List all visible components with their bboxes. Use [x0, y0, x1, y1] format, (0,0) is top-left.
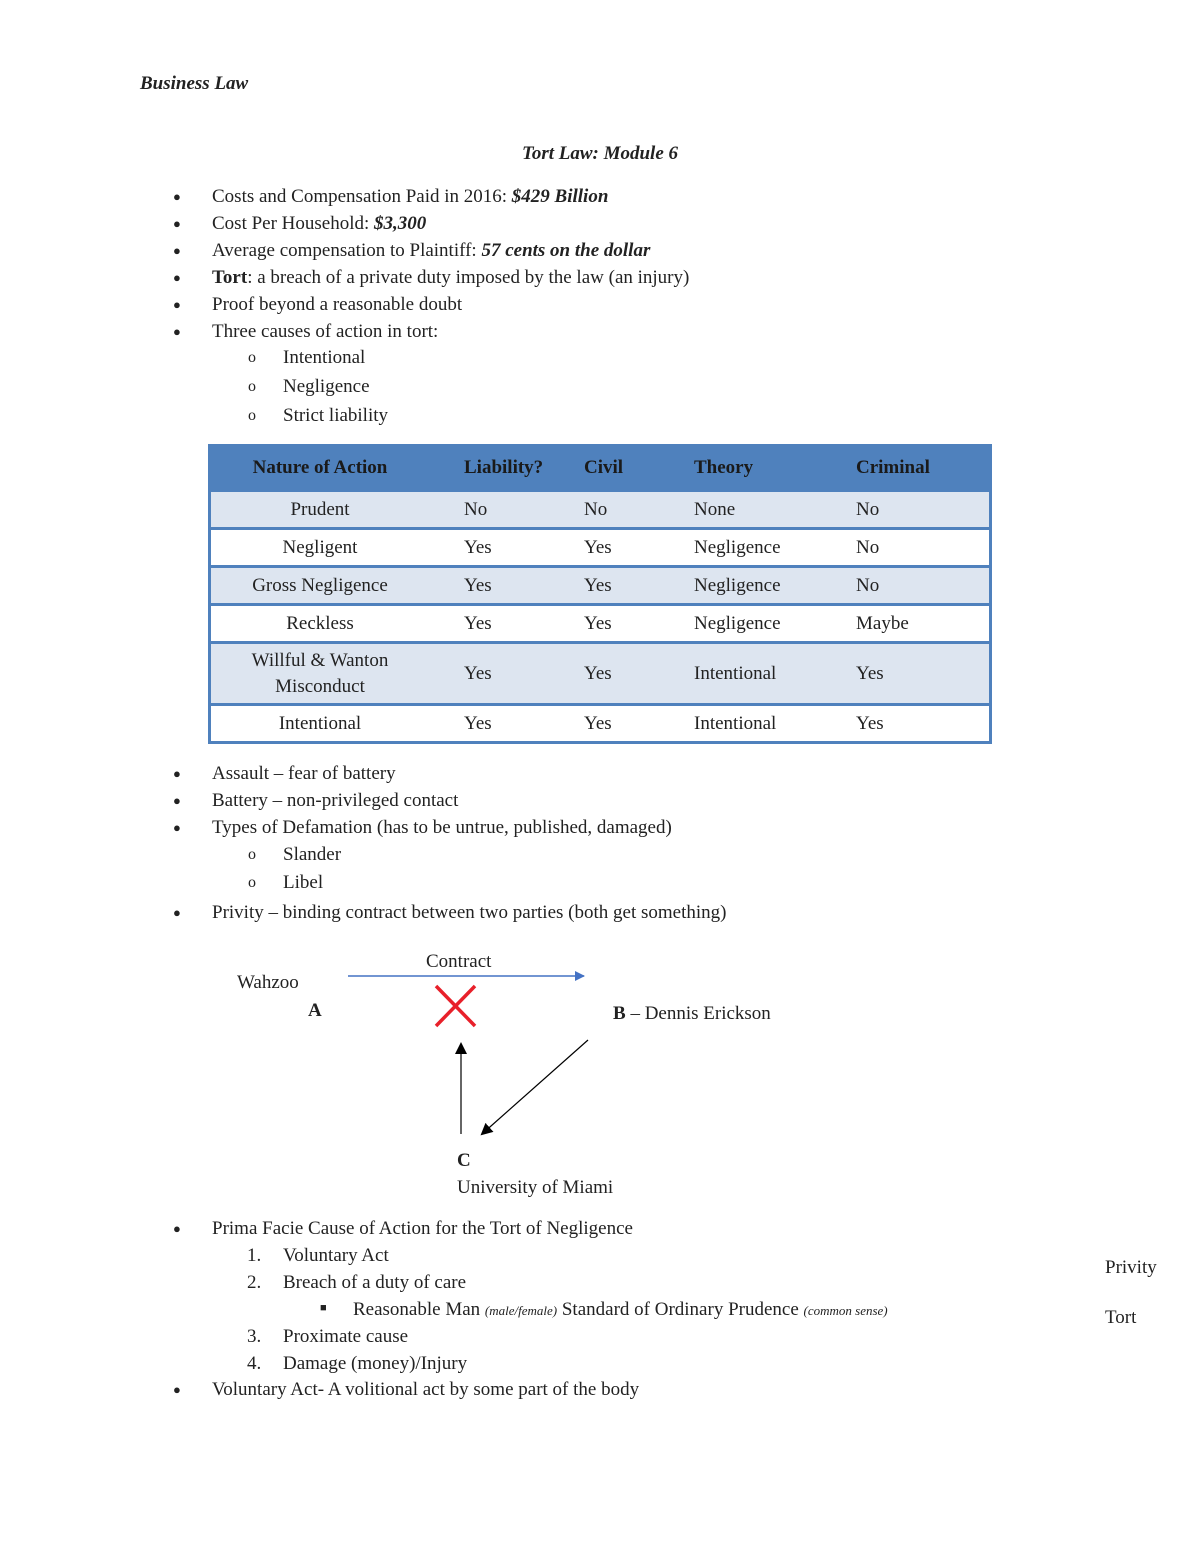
node-a-label: A — [308, 1000, 322, 1021]
list-item: Voluntary Act- A volitional act by some part of the body — [212, 1379, 640, 1400]
table-cell: No — [856, 567, 991, 605]
table-cell: Yes — [429, 705, 584, 743]
list-number: 4. — [247, 1353, 262, 1374]
table-cell: Gross Negligence — [210, 567, 430, 605]
page-title: Tort Law: Module 6 — [521, 143, 679, 164]
bullet-marker: ● — [173, 297, 181, 312]
table-cell: Prudent — [210, 491, 430, 529]
table-cell: No — [856, 529, 991, 567]
table-cell: Yes — [584, 529, 694, 567]
list-item: Tort: a breach of a private duty imposed by the law (an injury) — [212, 267, 690, 288]
sub-list-item: Negligence — [283, 376, 370, 397]
list-item: Average compensation to Plaintiff: 57 cents on the dollar — [212, 240, 651, 261]
bullet-marker: ● — [173, 189, 181, 204]
list-number: 2. — [247, 1272, 262, 1293]
table-cell: Yes — [429, 643, 584, 705]
list-item: Three causes of action in tort: — [212, 321, 439, 342]
table-cell: Yes — [584, 643, 694, 705]
list-item: Costs and Compensation Paid in 2016: $429 Billion — [212, 186, 609, 207]
bullet-marker: ● — [173, 216, 181, 231]
wahzoo-label: Wahzoo — [237, 972, 299, 993]
table-cell: No — [584, 491, 694, 529]
list-item: Cost Per Household: $3,300 — [212, 213, 427, 234]
list-item: Types of Defamation (has to be untrue, published, damaged) — [212, 817, 672, 838]
sub-bullet-marker: o — [248, 407, 256, 424]
list-item: Battery – non-privileged contact — [212, 790, 459, 811]
table-cell: Negligent — [210, 529, 430, 567]
table-cell: Intentional — [694, 705, 856, 743]
cell-text: Willful & Wanton Misconduct — [251, 649, 389, 697]
list-item: Assault – fear of battery — [212, 763, 396, 784]
column-header: Civil — [584, 446, 694, 491]
list-number: 1. — [247, 1245, 262, 1266]
column-header: Nature of Action — [210, 446, 430, 491]
bullet-marker: ● — [173, 820, 181, 835]
side-note-privity: Privity — [1105, 1257, 1157, 1278]
numbered-item: Proximate cause — [283, 1326, 409, 1347]
side-note-tort: Tort — [1105, 1307, 1137, 1328]
table-cell: Negligence — [694, 529, 856, 567]
sub-bullet-marker: o — [248, 846, 256, 863]
table-cell: Yes — [584, 605, 694, 643]
bullet-marker: ● — [173, 793, 181, 808]
table-cell: Yes — [429, 567, 584, 605]
square-bullet: ■ — [320, 1302, 327, 1314]
table-cell: Yes — [584, 705, 694, 743]
table-cell: Negligence — [694, 567, 856, 605]
bullet-marker: ● — [173, 905, 181, 920]
table-cell: No — [856, 491, 991, 529]
document-header: Business Law — [140, 73, 249, 94]
sub-bullet-marker: o — [248, 874, 256, 891]
bullet-marker: ● — [173, 324, 181, 339]
table-cell: No — [429, 491, 584, 529]
table-cell: Yes — [584, 567, 694, 605]
contract-label: Contract — [426, 951, 492, 972]
table-cell: Yes — [429, 605, 584, 643]
list-number: 3. — [247, 1326, 262, 1347]
sub-list-item: Slander — [283, 844, 342, 865]
table-cell: Reckless — [210, 605, 430, 643]
table-cell: Intentional — [694, 643, 856, 705]
column-header: Liability? — [429, 446, 584, 491]
sub-sub-item: Reasonable Man (male/female) Standard of Ordinary Prudence (common sense) — [353, 1299, 888, 1320]
table-cell: Negligence — [694, 605, 856, 643]
sub-bullet-marker: o — [248, 349, 256, 366]
bullet-marker: ● — [173, 243, 181, 258]
sub-bullet-marker: o — [248, 378, 256, 395]
sub-list-item: Libel — [283, 872, 324, 893]
column-header: Criminal — [856, 446, 991, 491]
table-cell: Maybe — [856, 605, 991, 643]
bullet-marker: ● — [173, 270, 181, 285]
table-cell: Intentional — [210, 705, 430, 743]
node-c-label: C — [457, 1150, 471, 1171]
node-b-label: B – Dennis Erickson — [613, 1003, 771, 1024]
sub-list-item: Intentional — [283, 347, 366, 368]
list-item: Proof beyond a reasonable doubt — [212, 294, 463, 315]
table-cell: Yes — [429, 529, 584, 567]
bullet-marker: ● — [173, 1221, 181, 1236]
numbered-item: Breach of a duty of care — [283, 1272, 467, 1293]
bullet-marker: ● — [173, 766, 181, 781]
list-item: Privity – binding contract between two parties (both get something) — [212, 902, 727, 923]
b-to-c-arrow — [482, 1040, 588, 1134]
table-cell: Yes — [856, 643, 991, 705]
bullet-marker: ● — [173, 1382, 181, 1397]
table-cell: None — [694, 491, 856, 529]
node-c-name: University of Miami — [457, 1177, 614, 1198]
list-item: Prima Facie Cause of Action for the Tort of Negligence — [212, 1218, 633, 1239]
numbered-item: Voluntary Act — [283, 1245, 389, 1266]
numbered-item: Damage (money)/Injury — [283, 1353, 468, 1374]
sub-list-item: Strict liability — [283, 405, 389, 426]
table-cell: Yes — [856, 705, 991, 743]
column-header: Theory — [694, 446, 856, 491]
